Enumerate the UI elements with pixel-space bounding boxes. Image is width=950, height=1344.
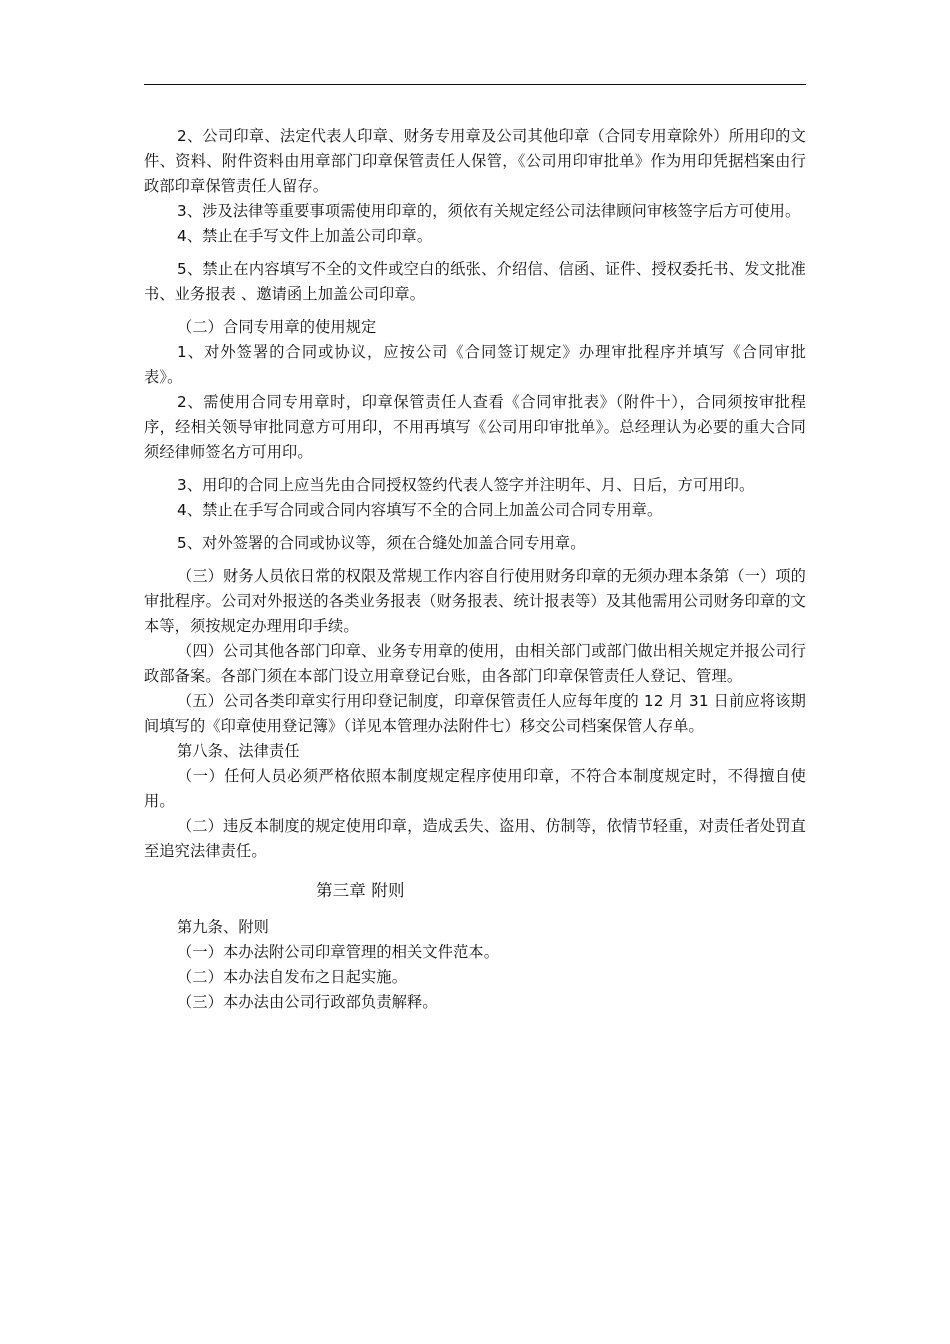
document-body <box>144 124 806 1015</box>
paragraph: 4、禁止在手写合同或合同内容填写不全的合同上加盖公司合同专用章。 <box>177 501 663 519</box>
section-heading: （二）合同专用章的使用规定 <box>177 318 377 336</box>
paragraph: 5、对外签署的合同或协议等，须在合缝处加盖合同专用章。 <box>177 534 586 552</box>
paragraph: 4、禁止在手写文件上加盖公司印章。 <box>177 227 433 245</box>
paragraph: （二）违反本制度的规定使用印章，造成丢失、盗用、仿制等，依情节轻重，对责任者处罚直至追究法律责任。 <box>144 817 806 860</box>
paragraph: （四）公司其他各部门印章、业务专用章的使用，由相关部门或部门做出相关规定并报公司行政部备案。各部门须在本部门设立用章登记台账，由各部门印章保管责任人登记、管理。 <box>144 642 806 685</box>
article-heading: 第八条、法律责任 <box>177 742 300 760</box>
list-item: （一）本办法附公司印章管理的相关文件范本。 <box>177 943 500 961</box>
list-item: （三）本办法由公司行政部负责解释。 <box>177 993 438 1011</box>
paragraph: 3、用印的合同上应当先由合同授权签约代表人签字并注明年、月、日后，方可用印。 <box>177 476 755 494</box>
list-item: （二）本办法自发布之日起实施。 <box>177 968 408 986</box>
paragraph: 5、禁止在内容填写不全的文件或空白的纸张、介绍信、信函、证件、授权委托书、发文批准书、业务报表 、邀请函上加盖公司印章。 <box>144 260 806 303</box>
chapter-title: 第三章 附则 <box>316 881 405 900</box>
article-heading: 第九条、附则 <box>177 918 270 936</box>
paragraph: 2、需使用合同专用章时，印章保管责任人查看《合同审批表》（附件十），合同须按审批程序，经相关领导审批同意方可用印，不用再填写《公司用印审批单》。总经理认为必要的重大合同须经律师签名方可用印。 <box>144 393 806 461</box>
paragraph: 1、对外签署的合同或协议，应按公司《合同签订规定》办理审批程序并填写《合同审批表》。 <box>144 343 806 386</box>
paragraph: （一）任何人员必须严格依照本制度规定程序使用印章，不符合本制度规定时，不得擅自使用。 <box>144 767 806 810</box>
paragraph: （三）财务人员依日常的权限及常规工作内容自行使用财务印章的无须办理本条第（一）项的审批程序。公司对外报送的各类业务报表（财务报表、统计报表等）及其他需用公司财务印章的文本等，须按规定办理用印手续。 <box>144 567 806 635</box>
paragraph: 3、涉及法律等重要事项需使用印章的，须依有关规定经公司法律顾问审核签字后方可使用。 <box>177 202 801 220</box>
header-rule <box>144 84 806 85</box>
paragraph: （五）公司各类印章实行用印登记制度，印章保管责任人应每年度的 12 月 31 日前应将该期间填写的《印章使用登记簿》（详见本管理办法附件七）移交公司档案保管人存单。 <box>144 692 806 735</box>
paragraph: 2、公司印章、法定代表人印章、财务专用章及公司其他印章（合同专用章除外）所用印的文件、资料、附件资料由用章部门印章保管责任人保管，《公司用印审批单》作为用印凭据档案由行政部印章保管责任人留存。 <box>144 127 806 195</box>
